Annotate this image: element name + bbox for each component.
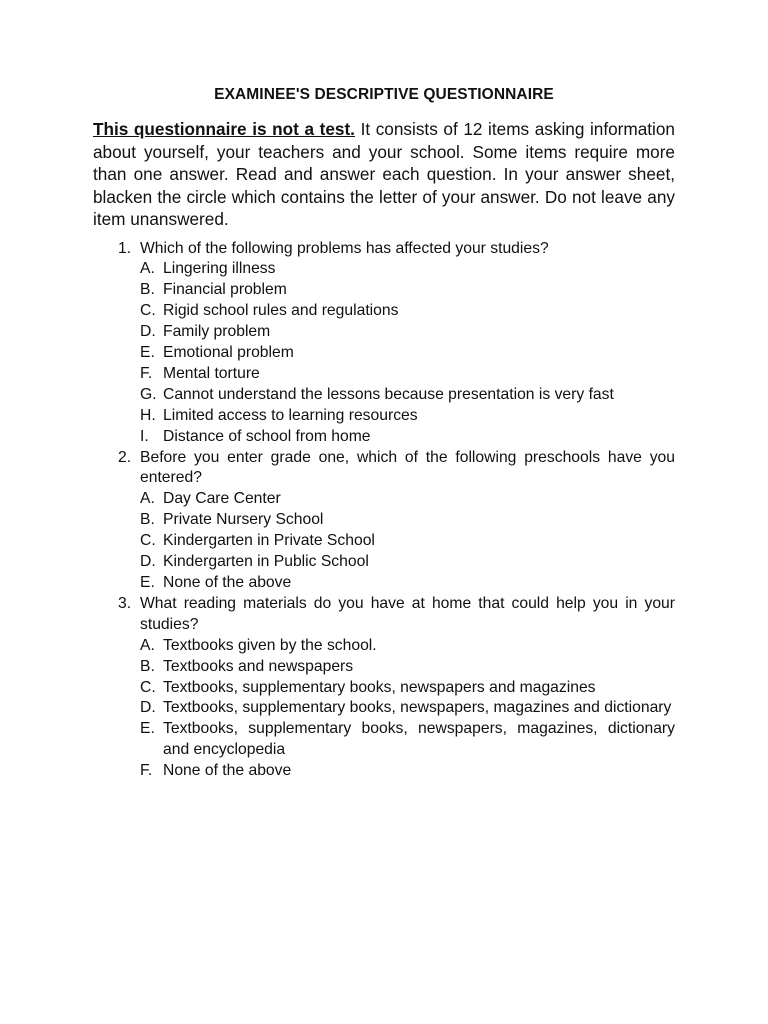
option-text: Private Nursery School [163, 511, 324, 529]
question-number-cell [93, 594, 140, 636]
option-letter: D. [140, 553, 156, 571]
option-text: Emotional problem [163, 344, 294, 362]
option-list [93, 489, 675, 594]
option-item [140, 678, 675, 699]
question-number-cell [93, 239, 140, 260]
option-letter: B. [140, 657, 155, 675]
option-item [140, 698, 675, 719]
option-item [140, 573, 675, 594]
question-number-cell [93, 448, 140, 490]
option-item [140, 385, 675, 406]
option-letter: A. [140, 260, 155, 278]
option-item [140, 531, 675, 552]
option-text: Financial problem [163, 281, 287, 299]
option-item [140, 552, 675, 573]
option-letter: E. [140, 344, 155, 362]
option-item [140, 322, 675, 343]
question-text: Which of the following problems has affected your studies? [140, 239, 549, 257]
question-list [93, 239, 675, 783]
option-letter: B. [140, 511, 155, 529]
option-item [140, 510, 675, 531]
page-title: EXAMINEE'S DESCRIPTIVE QUESTIONNAIRE [214, 86, 554, 103]
option-text: Distance of school from home [163, 427, 371, 445]
option-item [140, 301, 675, 322]
question-text: Before you enter grade one, which of the following preschools have you entered? [140, 448, 675, 487]
option-text: Mental torture [163, 364, 260, 382]
option-letter: E. [140, 720, 155, 738]
option-list [93, 636, 675, 782]
option-item [140, 280, 675, 301]
option-text: Rigid school rules and regulations [163, 302, 399, 320]
option-letter: F. [140, 762, 153, 780]
option-letter: E. [140, 574, 155, 591]
intro-text: It consists of 12 items asking information about yourself, your teachers and your school. Some items require more than one answer. Read and answer each question. In your answer sheet, blacken the circle which contains the letter of your answer. Do not leave any item unanswered. [93, 119, 675, 229]
option-text: Cannot understand the lessons because presentation is very fast [163, 385, 614, 403]
option-text: Limited access to learning resources [163, 406, 418, 424]
question-item [93, 594, 675, 782]
question-text: What reading materials do you have at home that could help you in your studies? [140, 594, 675, 633]
option-text: Textbooks, supplementary books, newspapers, magazines, dictionary and encyclopedia [163, 720, 675, 759]
option-item [140, 427, 675, 448]
option-item [140, 636, 675, 657]
option-item [140, 343, 675, 364]
question-number: 3. [118, 594, 132, 612]
option-letter: F. [140, 364, 153, 382]
question-item [93, 448, 675, 594]
intro-lead: This questionnaire is not a test. [93, 119, 355, 139]
option-item [140, 259, 675, 280]
option-letter: C. [140, 302, 156, 320]
question-row [93, 239, 675, 260]
option-text: Textbooks given by the school. [163, 636, 377, 654]
question-number: 2. [118, 448, 132, 466]
option-letter: A. [140, 636, 155, 654]
option-item [140, 406, 675, 427]
option-item [140, 719, 675, 761]
option-letter: H. [140, 406, 156, 424]
option-letter: A. [140, 490, 155, 508]
question-row [93, 594, 675, 636]
option-text: Textbooks, supplementary books, newspapers, magazines and dictionary [163, 699, 672, 717]
option-letter: G. [140, 385, 157, 403]
option-text: Day Care Center [163, 490, 281, 508]
option-list [93, 259, 675, 447]
option-text: Family problem [163, 323, 271, 341]
option-text: Lingering illness [163, 260, 276, 278]
question-row [93, 448, 675, 490]
option-letter: I. [140, 427, 149, 445]
option-item [140, 657, 675, 678]
option-text: None of the above [163, 574, 292, 591]
option-letter: D. [140, 699, 156, 717]
option-letter: C. [140, 532, 156, 550]
option-item [140, 489, 675, 510]
option-text: None of the above [163, 762, 292, 780]
option-item [140, 364, 675, 385]
questionnaire-page [93, 86, 675, 782]
question-number: 1. [118, 239, 132, 257]
question-item [93, 239, 675, 448]
option-letter: C. [140, 678, 156, 696]
option-letter: B. [140, 281, 155, 299]
option-text: Textbooks and newspapers [163, 657, 354, 675]
option-item [140, 761, 675, 782]
intro-paragraph [93, 118, 675, 231]
option-text: Kindergarten in Private School [163, 532, 375, 550]
option-text: Kindergarten in Public School [163, 553, 369, 571]
option-letter: D. [140, 323, 156, 341]
option-text: Textbooks, supplementary books, newspapers and magazines [163, 678, 596, 696]
